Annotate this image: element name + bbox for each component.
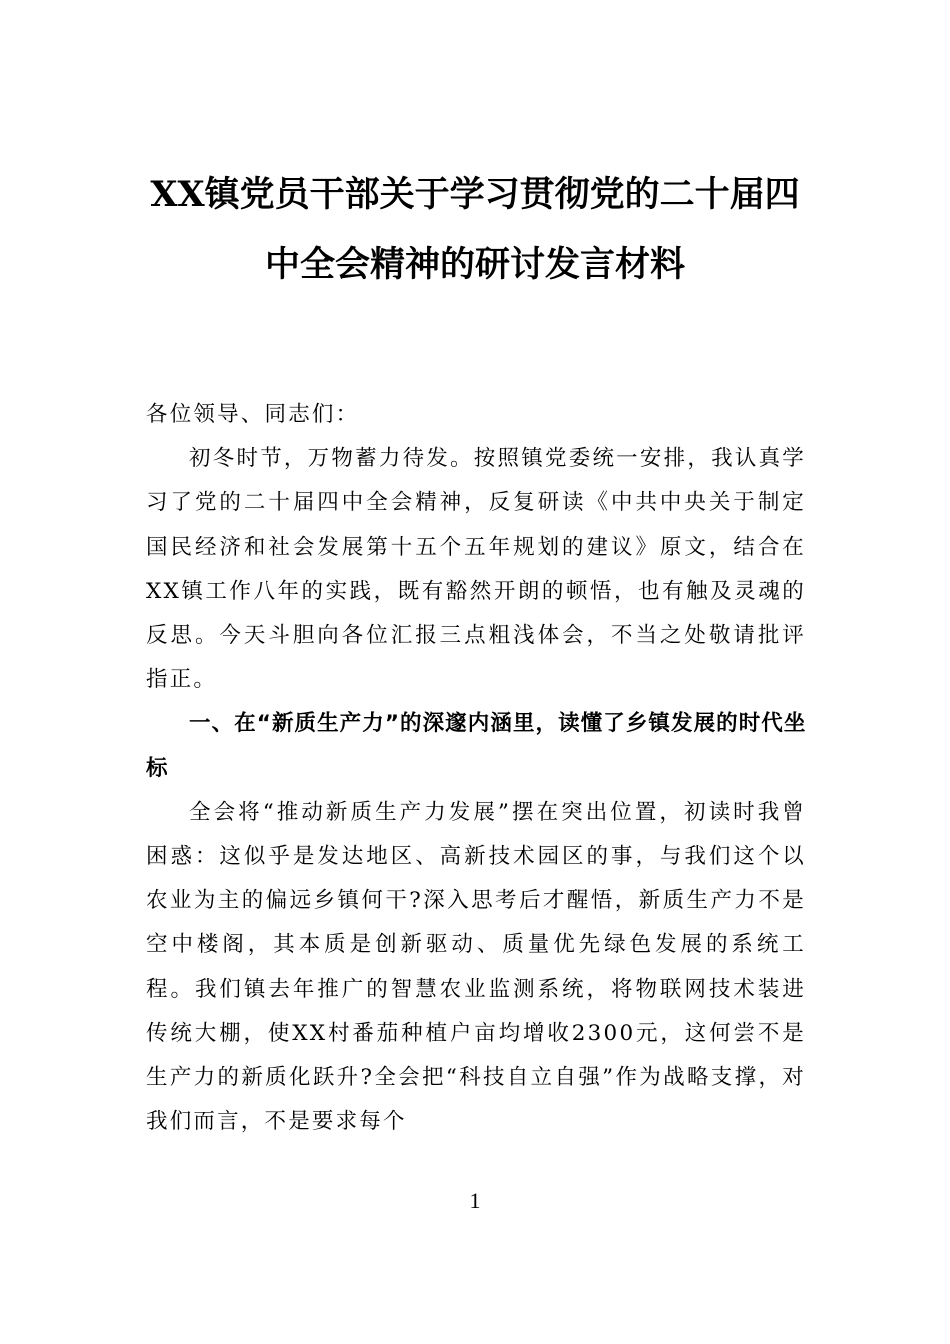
document-title (120, 160, 830, 300)
section-1-heading: 一、在“新质生产力”的深邃内涵里，读懂了乡镇发展的时代坐标 (146, 711, 806, 781)
title-line-1: XX镇党员干部关于学习贯彻党的二十届四 (150, 174, 800, 215)
intro-paragraph: 初冬时节，万物蓄力待发。按照镇党委统一安排，我认真学习了党的二十届四中全会精神，反复研读《中共中央关于制定国民经济和社会发展第十五个五年规划的建议》原文，结合在XX镇工作八年的实践，既有豁然开朗的顿悟，也有触及灵魂的反思。今天斗胆向各位汇报三点粗浅体会，不当之处敬请批评指正。 (146, 446, 806, 693)
salutation: 各位领导、同志们： (146, 402, 360, 427)
document-body (146, 393, 806, 1144)
section-1-paragraph: 全会将“推动新质生产力发展”摆在突出位置，初读时我曾困惑：这似乎是发达地区、高新技术园区的事，与我们这个以农业为主的偏远乡镇何干?深入思考后才醒悟，新质生产力不是空中楼阁，其本质是创新驱动、质量优先绿色发展的系统工程。我们镇去年推广的智慧农业监测系统，将物联网技术装进传统大棚，使XX村番茄种植户亩均增收2300元，这何尝不是生产力的新质化跃升?全会把“科技自立自强”作为战略支撑，对我们而言，不是要求每个 (146, 799, 806, 1135)
page-number: 1 (469, 1188, 481, 1213)
title-line-2: 中全会精神的研讨发言材料 (264, 244, 685, 285)
